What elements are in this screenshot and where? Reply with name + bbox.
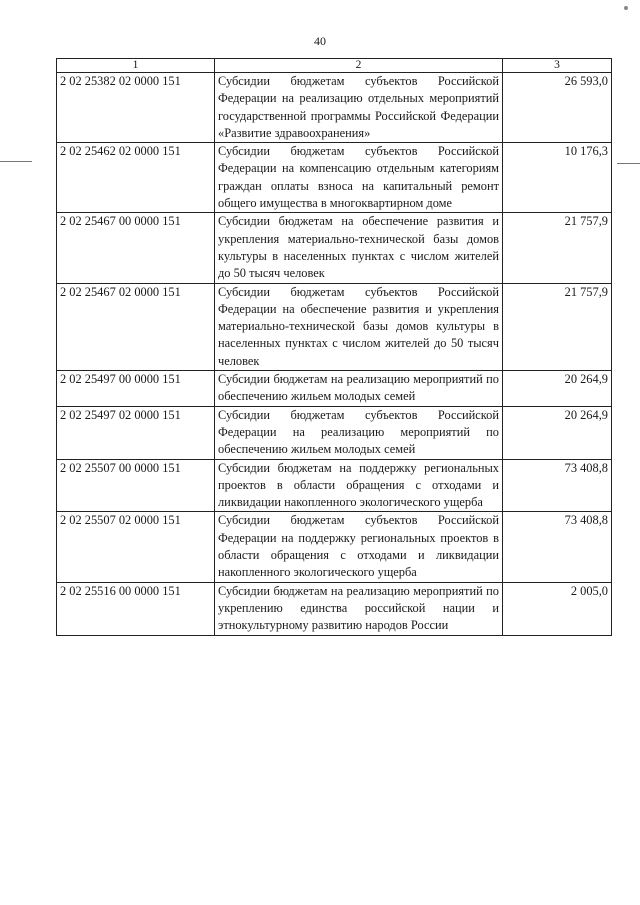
row-sum: 20 264,9 xyxy=(503,371,612,407)
row-sum: 21 757,9 xyxy=(503,283,612,370)
row-name: Субсидии бюджетам субъектов Российской Федерации на обеспечение развития и укрепления материально-технической базы домов культуры в населенных пунктах с числом жителей до 50 тысяч человек xyxy=(215,283,503,370)
row-code: 2 02 25497 02 0000 151 xyxy=(57,406,215,459)
table-row xyxy=(57,406,612,459)
row-code: 2 02 25462 02 0000 151 xyxy=(57,143,215,213)
table-row xyxy=(57,283,612,370)
table-row xyxy=(57,143,612,213)
row-name: Субсидии бюджетам субъектов Российской Федерации на реализацию отдельных мероприятий государственной программы Российской Федерации «Развитие здравоохранения» xyxy=(215,73,503,143)
row-sum: 26 593,0 xyxy=(503,73,612,143)
row-name: Субсидии бюджетам субъектов Российской Федерации на реализацию мероприятий по обеспечению жильем молодых семей xyxy=(215,406,503,459)
scan-fold-line-left xyxy=(0,161,32,162)
table-row xyxy=(57,371,612,407)
row-code: 2 02 25497 00 0000 151 xyxy=(57,371,215,407)
row-code: 2 02 25467 02 0000 151 xyxy=(57,283,215,370)
row-code: 2 02 25516 00 0000 151 xyxy=(57,582,215,635)
row-sum: 73 408,8 xyxy=(503,512,612,582)
row-code: 2 02 25382 02 0000 151 xyxy=(57,73,215,143)
table-row xyxy=(57,213,612,283)
row-name: Субсидии бюджетам на реализацию мероприятий по укреплению единства российской нации и этнокультурному развитию народов России xyxy=(215,582,503,635)
table-row xyxy=(57,512,612,582)
row-code: 2 02 25467 00 0000 151 xyxy=(57,213,215,283)
row-sum: 20 264,9 xyxy=(503,406,612,459)
row-sum: 2 005,0 xyxy=(503,582,612,635)
budget-table xyxy=(56,58,612,636)
row-sum: 10 176,3 xyxy=(503,143,612,213)
row-name: Субсидии бюджетам на реализацию мероприятий по обеспечению жильем молодых семей xyxy=(215,371,503,407)
row-name: Субсидии бюджетам субъектов Российской Федерации на компенсацию отдельным категориям граждан оплаты взноса на капитальный ремонт общего имущества в многоквартирном доме xyxy=(215,143,503,213)
row-code: 2 02 25507 00 0000 151 xyxy=(57,459,215,512)
page-number: 40 xyxy=(314,34,326,48)
row-name: Субсидии бюджетам на обеспечение развития и укрепления материально-технической базы домов культуры в населенных пунктах с числом жителей до 50 тысяч человек xyxy=(215,213,503,283)
row-name: Субсидии бюджетам субъектов Российской Федерации на поддержку региональных проектов в области обращения с отходами и ликвидации накопленного экологического ущерба xyxy=(215,512,503,582)
header-col-1: 1 xyxy=(57,59,215,73)
scan-fold-line-right xyxy=(617,163,640,164)
table-row xyxy=(57,73,612,143)
table-row xyxy=(57,582,612,635)
row-sum: 21 757,9 xyxy=(503,213,612,283)
row-name: Субсидии бюджетам на поддержку региональных проектов в области обращения с отходами и ликвидации накопленного экологического ущерба xyxy=(215,459,503,512)
header-row xyxy=(57,59,612,73)
table-row xyxy=(57,459,612,512)
scan-speck xyxy=(624,6,628,10)
row-code: 2 02 25507 02 0000 151 xyxy=(57,512,215,582)
header-col-2: 2 xyxy=(215,59,503,73)
header-col-3: 3 xyxy=(503,59,612,73)
row-sum: 73 408,8 xyxy=(503,459,612,512)
